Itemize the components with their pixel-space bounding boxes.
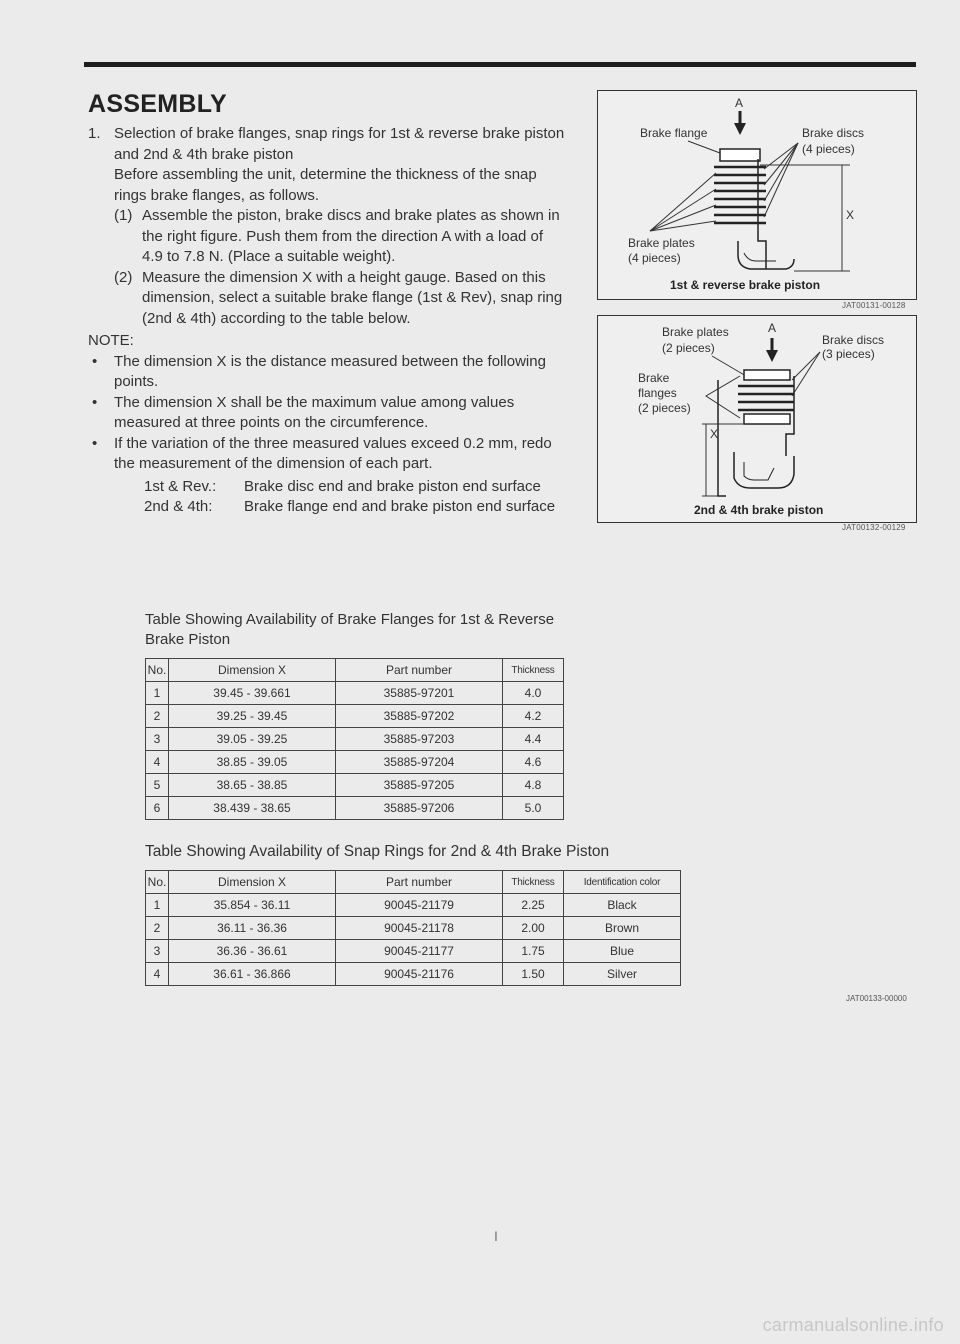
- table-cell: 35885-97205: [336, 774, 503, 797]
- label-brake-plates-count: (2 pieces): [662, 341, 715, 355]
- table-body: [146, 894, 681, 986]
- table-row: [146, 751, 564, 774]
- table-cell: 35885-97201: [336, 682, 503, 705]
- substeps: [88, 206, 568, 329]
- label-x: X: [710, 427, 719, 441]
- piston-shape: [734, 452, 794, 488]
- table-cell: 35885-97206: [336, 797, 503, 820]
- section-heading: ASSEMBLY: [88, 90, 228, 118]
- housing-left: [718, 380, 726, 496]
- table-cell: 4.4: [503, 728, 564, 751]
- figure-1st-reverse-brake-piston: [597, 90, 917, 300]
- table-row: [146, 728, 564, 751]
- label-brake-flanges-2: flanges: [638, 386, 677, 400]
- arrow-a-head-icon: [734, 123, 746, 135]
- table2-caption: Table Showing Availability of Snap Rings for 2nd & 4th Brake Piston: [145, 843, 610, 860]
- table-header-row: [146, 659, 564, 682]
- table-cell: Brown: [564, 917, 681, 940]
- substep-text: Assemble the piston, brake discs and brake plates as shown in the right figure. Push them from the direction A with a load of 4.9 to 7.8 N. (Place a suitable weight).: [142, 207, 560, 265]
- arrow-a-head-icon: [766, 350, 778, 362]
- table-cell: 39.05 - 39.25: [169, 728, 336, 751]
- piston-inner: [744, 462, 774, 480]
- table-cell: 3: [146, 940, 169, 963]
- table-cell: 4.2: [503, 705, 564, 728]
- definition-desc: Brake disc end and brake piston end surface: [244, 477, 541, 495]
- table-cell: 35885-97204: [336, 751, 503, 774]
- col-part-number: Part number: [336, 871, 503, 894]
- watermark: carmanualsonline.info: [762, 1315, 944, 1335]
- table-cell: 36.61 - 36.866: [169, 963, 336, 986]
- flange-leader: [706, 376, 740, 418]
- label-brake-plates-count: (4 pieces): [628, 251, 681, 265]
- bullet-text: The dimension X is the distance measured between the following points.: [114, 352, 546, 390]
- table-cell: 1.75: [503, 940, 564, 963]
- assembly-instructions: [88, 124, 568, 518]
- col-dimension: Dimension X: [169, 659, 336, 682]
- substep-2: [114, 268, 568, 330]
- label-brake-flanges: Brake: [638, 371, 670, 385]
- bullet-text: If the variation of the three measured values exceed 0.2 mm, redo the measurement of the dimension of each part.: [114, 434, 552, 472]
- snap-ring-table: [145, 870, 681, 986]
- disc-leader-lines: [764, 143, 798, 217]
- figure-2-drawing: [598, 316, 916, 522]
- label-brake-discs: Brake discs: [802, 126, 865, 140]
- label-a: A: [735, 96, 744, 110]
- note-bullet: [88, 352, 568, 393]
- label-brake-discs-count: (3 pieces): [822, 347, 875, 361]
- note-bullet: [88, 393, 568, 434]
- step-1: [88, 124, 568, 165]
- label-brake-discs: Brake discs: [822, 333, 885, 347]
- table-cell: 1: [146, 682, 169, 705]
- table-row: [146, 917, 681, 940]
- table1-caption: Table Showing Availability of Brake Flanges for 1st & Reverse Brake Piston: [145, 611, 555, 648]
- figure-1-id: JAT00131-00128: [842, 301, 906, 310]
- table-cell: 1: [146, 894, 169, 917]
- table-row: [146, 797, 564, 820]
- definition-desc: Brake flange end and brake piston end surface: [244, 498, 556, 515]
- col-no: No.: [146, 871, 169, 894]
- table-cell: 4.8: [503, 774, 564, 797]
- table-cell: 35885-97203: [336, 728, 503, 751]
- substep-number: (2): [114, 268, 133, 286]
- label-brake-discs-count: (4 pieces): [802, 142, 855, 156]
- table-cell: 2: [146, 705, 169, 728]
- label-a: A: [768, 321, 777, 335]
- figure-2-id: JAT00132-00129: [842, 523, 906, 532]
- table-cell: 4: [146, 963, 169, 986]
- table-cell: Black: [564, 894, 681, 917]
- table-cell: 35.854 - 36.11: [169, 894, 336, 917]
- table-body: [146, 682, 564, 820]
- table-header-row: [146, 871, 681, 894]
- step-title: Selection of brake flanges, snap rings for 1st & reverse brake piston and 2nd & 4th brake piston: [114, 125, 565, 163]
- table-cell: 6: [146, 797, 169, 820]
- definition-term: 1st & Rev.:: [144, 477, 217, 495]
- label-brake-plates: Brake plates: [662, 325, 729, 339]
- top-rule: [84, 62, 916, 67]
- table-cell: 4.6: [503, 751, 564, 774]
- label-brake-flanges-count: (2 pieces): [638, 401, 691, 415]
- bullet-icon: •: [92, 393, 98, 411]
- table-row: [146, 774, 564, 797]
- bullet-text: The dimension X shall be the maximum value among values measured at three points on the circumference.: [114, 393, 515, 431]
- table-cell: 5: [146, 774, 169, 797]
- table-cell: 36.36 - 36.61: [169, 940, 336, 963]
- table-cell: 4.0: [503, 682, 564, 705]
- disc-stack: [738, 386, 794, 410]
- label-brake-flange: Brake flange: [640, 126, 708, 140]
- brake-flange-table: [145, 658, 564, 820]
- note-bullet: [88, 434, 568, 475]
- piston-inner: [744, 253, 776, 261]
- col-thickness: Thickness: [503, 871, 564, 894]
- col-no: No.: [146, 659, 169, 682]
- figure-2-caption: 2nd & 4th brake piston: [694, 503, 824, 517]
- brake-flange-bottom: [744, 414, 790, 424]
- substep-text: Measure the dimension X with a height gauge. Based on this dimension, select a suitable brake flange (1st & Rev), snap ring (2nd & 4th) according to the table below.: [142, 268, 563, 327]
- leader-line: [688, 141, 720, 153]
- table-row: [146, 894, 681, 917]
- col-dimension: Dimension X: [169, 871, 336, 894]
- table-figure-id: JAT00133-00000: [846, 994, 907, 1003]
- definition-2nd-4th: [88, 497, 568, 518]
- table-row: [146, 963, 681, 986]
- table-cell: 39.25 - 39.45: [169, 705, 336, 728]
- label-brake-plates: Brake plates: [628, 236, 695, 250]
- brake-flange-top: [744, 370, 790, 380]
- table-cell: 2.25: [503, 894, 564, 917]
- col-thickness: Thickness: [503, 659, 564, 682]
- table-cell: 38.439 - 38.65: [169, 797, 336, 820]
- step-intro: Before assembling the unit, determine the thickness of the snap rings brake flanges, as follows.: [114, 166, 537, 204]
- table-cell: 90045-21179: [336, 894, 503, 917]
- table-cell: 35885-97202: [336, 705, 503, 728]
- table-cell: 90045-21176: [336, 963, 503, 986]
- bullet-icon: •: [92, 434, 98, 452]
- bullet-icon: •: [92, 352, 98, 370]
- plate-leader-lines: [650, 173, 716, 231]
- figure-2nd-4th-brake-piston: [597, 315, 917, 523]
- table-cell: Blue: [564, 940, 681, 963]
- definition-1st-rev: [88, 477, 568, 498]
- label-x: X: [846, 208, 855, 222]
- figure-1-caption: 1st & reverse brake piston: [670, 278, 821, 292]
- substep-number: (1): [114, 207, 133, 224]
- step-number: 1.: [88, 125, 101, 142]
- table-cell: 3: [146, 728, 169, 751]
- table-cell: Silver: [564, 963, 681, 986]
- table-cell: 5.0: [503, 797, 564, 820]
- definition-term: 2nd & 4th:: [144, 498, 213, 515]
- table-row: [146, 682, 564, 705]
- brake-flange-shape: [720, 149, 760, 161]
- substep-1: [114, 206, 568, 268]
- page-mark: I: [494, 1228, 498, 1244]
- table-cell: 38.65 - 38.85: [169, 774, 336, 797]
- table-cell: 90045-21177: [336, 940, 503, 963]
- table-cell: 90045-21178: [336, 917, 503, 940]
- table-cell: 4: [146, 751, 169, 774]
- table-row: [146, 940, 681, 963]
- table-cell: 36.11 - 36.36: [169, 917, 336, 940]
- table-cell: 2: [146, 917, 169, 940]
- figure-1-drawing: [598, 91, 916, 299]
- col-part-number: Part number: [336, 659, 503, 682]
- note-label: NOTE:: [88, 332, 134, 349]
- table-cell: 2.00: [503, 917, 564, 940]
- table-row: [146, 705, 564, 728]
- table-cell: 38.85 - 39.05: [169, 751, 336, 774]
- table-cell: 1.50: [503, 963, 564, 986]
- col-identification-color: Identification color: [564, 871, 681, 894]
- table-cell: 39.45 - 39.661: [169, 682, 336, 705]
